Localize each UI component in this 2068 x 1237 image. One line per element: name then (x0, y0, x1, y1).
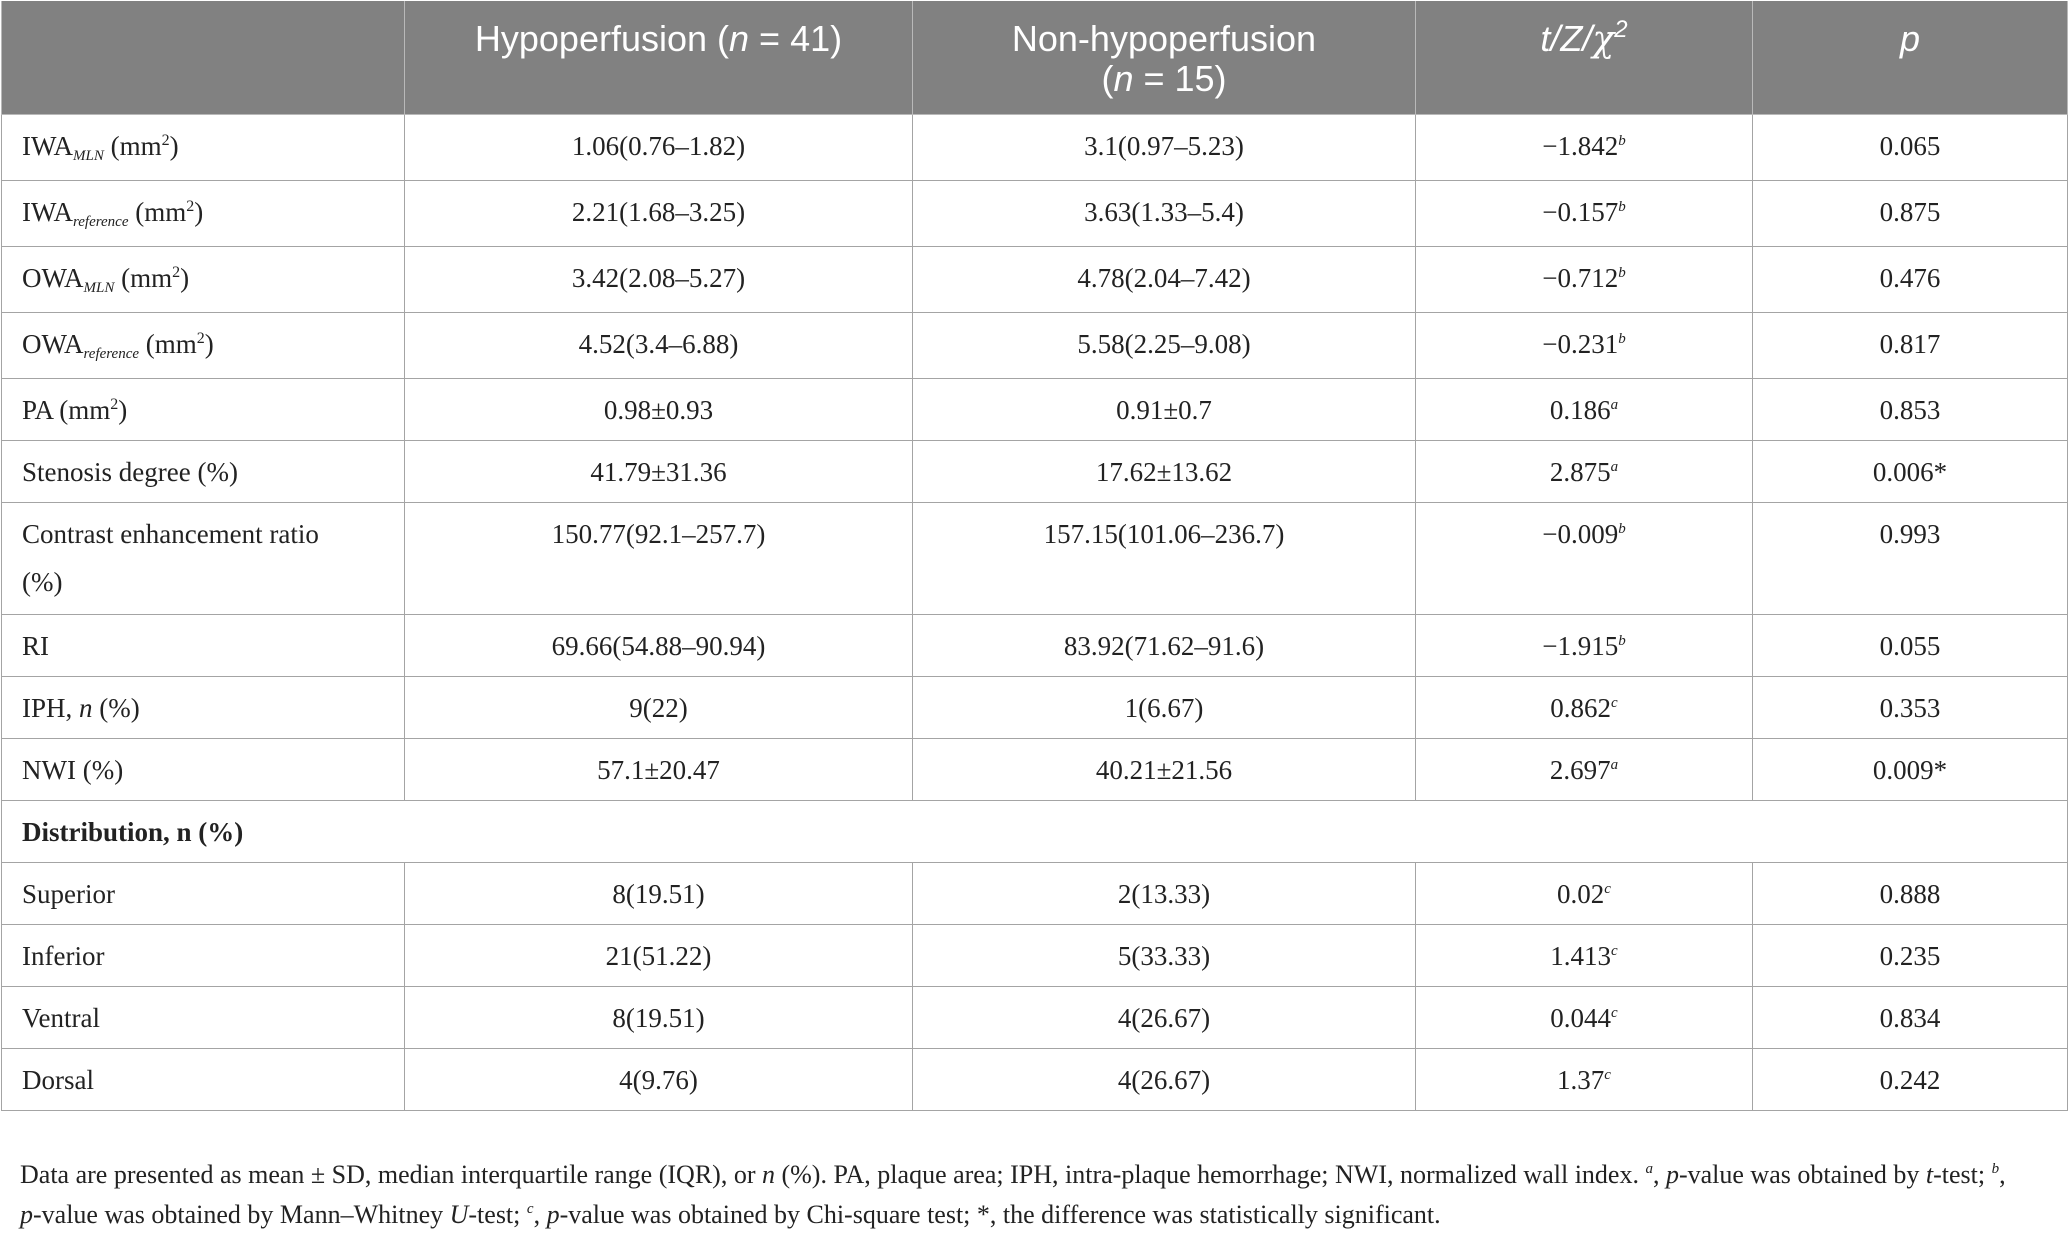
statistic-value: −0.231$^b$ (1416, 312, 1753, 378)
non-hypoperfusion-value: 3.1(0.97–5.23) (913, 114, 1416, 180)
table-row (2, 440, 2068, 502)
table-row (2, 246, 2068, 312)
row-label: $OWA_{reference}$ $(mm^2)$ (2, 312, 405, 378)
row-label: Contrast enhancement ratio (%) (2, 502, 405, 614)
row-label: Dorsal (2, 1048, 405, 1110)
p-value: 0.235 (1753, 924, 2068, 986)
non-hypoperfusion-value: 5.58(2.25–9.08) (913, 312, 1416, 378)
statistic-value: −0.157$^b$ (1416, 180, 1753, 246)
header-non-hypoperfusion: Non-hypoperfusion (n = 15) (913, 1, 1416, 114)
header-row (2, 1, 2068, 114)
hypoperfusion-value: 0.98±0.93 (405, 378, 913, 440)
p-value: 0.834 (1753, 986, 2068, 1048)
row-label: Inferior (2, 924, 405, 986)
statistic-value: −1.842$^b$ (1416, 114, 1753, 180)
hypoperfusion-value: 150.77(92.1–257.7) (405, 502, 913, 614)
statistic-value: 1.37$^c$ (1416, 1048, 1753, 1110)
p-value: 0.006* (1753, 440, 2068, 502)
non-hypoperfusion-value: 1(6.67) (913, 676, 1416, 738)
section-row (2, 800, 2068, 862)
row-label: Superior (2, 862, 405, 924)
results-table (1, 1, 2068, 1111)
statistic-value: 0.02$^c$ (1416, 862, 1753, 924)
table-row (2, 180, 2068, 246)
non-hypoperfusion-value: 5(33.33) (913, 924, 1416, 986)
table-row (2, 614, 2068, 676)
table-row (2, 114, 2068, 180)
hypoperfusion-value: 69.66(54.88–90.94) (405, 614, 913, 676)
hypoperfusion-value: 9(22) (405, 676, 913, 738)
table-row (2, 986, 2068, 1048)
hypoperfusion-value: 41.79±31.36 (405, 440, 913, 502)
statistic-value: 2.875$^a$ (1416, 440, 1753, 502)
row-label: RI (2, 614, 405, 676)
hypoperfusion-value: 4.52(3.4–6.88) (405, 312, 913, 378)
non-hypoperfusion-value: 3.63(1.33–5.4) (913, 180, 1416, 246)
hypoperfusion-value: 8(19.51) (405, 986, 913, 1048)
p-value: 0.055 (1753, 614, 2068, 676)
table-row (2, 738, 2068, 800)
header-hypoperfusion: Hypoperfusion (n = 41) (405, 1, 913, 114)
p-value: 0.065 (1753, 114, 2068, 180)
table-row (2, 862, 2068, 924)
p-value: 0.353 (1753, 676, 2068, 738)
p-value: 0.993 (1753, 502, 2068, 614)
p-value: 0.888 (1753, 862, 2068, 924)
non-hypoperfusion-value: 4(26.67) (913, 986, 1416, 1048)
table-row (2, 924, 2068, 986)
non-hypoperfusion-value: 157.15(101.06–236.7) (913, 502, 1416, 614)
p-value: 0.242 (1753, 1048, 2068, 1110)
non-hypoperfusion-value: 0.91±0.7 (913, 378, 1416, 440)
statistic-value: −0.009$^b$ (1416, 502, 1753, 614)
row-label: PA $(mm^2)$ (2, 378, 405, 440)
row-label: Stenosis degree (%) (2, 440, 405, 502)
statistic-value: 0.186$^a$ (1416, 378, 1753, 440)
row-label: $OWA_{MLN}$ $(mm^2)$ (2, 246, 405, 312)
header-label (2, 1, 405, 114)
non-hypoperfusion-value: 4.78(2.04–7.42) (913, 246, 1416, 312)
hypoperfusion-value: 8(19.51) (405, 862, 913, 924)
statistic-value: 1.413$^c$ (1416, 924, 1753, 986)
hypoperfusion-value: 3.42(2.08–5.27) (405, 246, 913, 312)
table-row (2, 676, 2068, 738)
hypoperfusion-value: 4(9.76) (405, 1048, 913, 1110)
statistic-value: 2.697$^a$ (1416, 738, 1753, 800)
hypoperfusion-value: 57.1±20.47 (405, 738, 913, 800)
table-row (2, 312, 2068, 378)
row-label: $IWA_{MLN}$ $(mm^2)$ (2, 114, 405, 180)
table-row (2, 502, 2068, 614)
row-label: Ventral (2, 986, 405, 1048)
non-hypoperfusion-value: 17.62±13.62 (913, 440, 1416, 502)
non-hypoperfusion-value: 40.21±21.56 (913, 738, 1416, 800)
row-label: NWI (%) (2, 738, 405, 800)
header-statistic: $t/Z/\chi^2$ (1416, 1, 1753, 114)
section-heading-distribution: Distribution, n (%) (2, 800, 2068, 862)
hypoperfusion-value: 1.06(0.76–1.82) (405, 114, 913, 180)
statistic-value: −0.712$^b$ (1416, 246, 1753, 312)
non-hypoperfusion-value: 83.92(71.62–91.6) (913, 614, 1416, 676)
p-value: 0.476 (1753, 246, 2068, 312)
header-p-value: p (1753, 1, 2068, 114)
p-value: 0.009* (1753, 738, 2068, 800)
hypoperfusion-value: 2.21(1.68–3.25) (405, 180, 913, 246)
statistic-value: −1.915$^b$ (1416, 614, 1753, 676)
statistic-value: 0.044$^c$ (1416, 986, 1753, 1048)
p-value: 0.817 (1753, 312, 2068, 378)
p-value: 0.875 (1753, 180, 2068, 246)
hypoperfusion-value: 21(51.22) (405, 924, 913, 986)
non-hypoperfusion-value: 4(26.67) (913, 1048, 1416, 1110)
p-value: 0.853 (1753, 378, 2068, 440)
table-row (2, 1048, 2068, 1110)
table-row (2, 378, 2068, 440)
statistic-value: 0.862$^c$ (1416, 676, 1753, 738)
non-hypoperfusion-value: 2(13.33) (913, 862, 1416, 924)
row-label: IPH, n (%) (2, 676, 405, 738)
row-label: $IWA_{reference}$ $(mm^2)$ (2, 180, 405, 246)
table-footnote: Data are presented as mean ± SD, median interquartile range (IQR), or n (%). PA, plaque area; IPH, intra-plaque hemorrhage; NWI, normalized wall index. $^a$, p-value was obtained by t-test; $^b$, p-value was obtained by Mann–Whitney U-test; $^c$, p-value was obtained by Chi-square test; *, the difference was statistically significant. (20, 1160, 2006, 1229)
